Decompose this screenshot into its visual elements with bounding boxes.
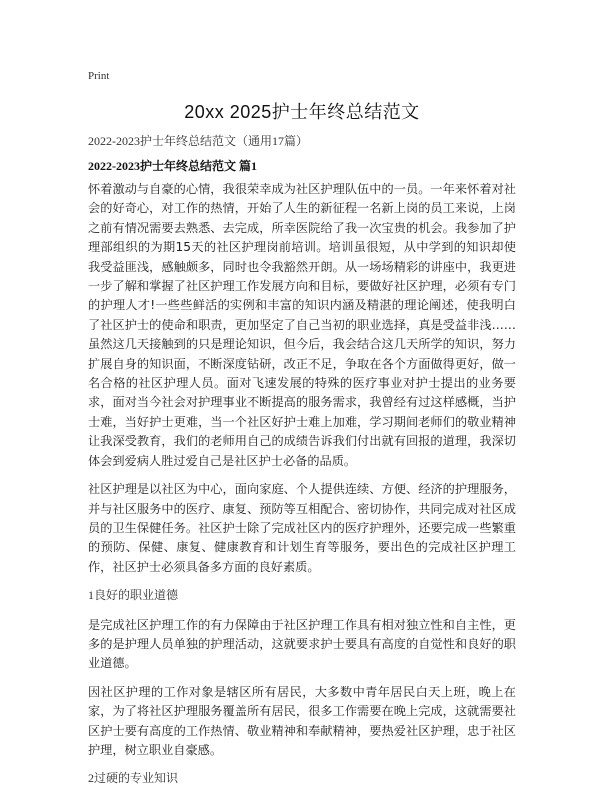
paragraph-intro: 怀着激动与自豪的心情，我很荣幸成为社区护理队伍中的一员。一年来怀着对社会的好奇心，对工作的热情，开始了人生的新征程一名新上岗的员工来说，上岗之前有情况需要去熟悉、去完成，所幸医院给了我一次宝贵的机会。我参加了护理部组织的为期15天的社区护理岗前培训。培训虽很短，从中学到的知识却使我受益匪浅，感触颇多，同时也令我豁然开朗。从一场场精彩的讲座中，我更进一步了解和掌握了社区护理工作发展方向和目标，要做好社区护理，必须有专门的护理人才!一些些鲜活的实例和丰富的知识内涵及精湛的理论阐述，使我明白了社区护士的使命和职责，更加坚定了自己当初的职业选择，真是受益非浅……虽然这几天接触到的只是理论知识，但今后，我会结合这几天所学的知识，努力扩展自身的知识面，不断深度钻研，改正不足，争取在各个方面做得更好，做一名合格的社区护理人员。面对飞速发展的特殊的医疗事业对护士提出的业务要求，面对当今社会对护理事业不断提高的服务需求，我曾经有过这样感概，当护士难，当好护士更难，当一个社区好护士难上加难，学习期间老师们的敬业精神让我深受教育，我们的老师用自己的成绩告诉我们付出就有回报的道理，我深切体会到爱病人胜过爱自己是社区护士必备的品质。 (88, 182, 516, 468)
paragraph-ethics: 是完成社区护理工作的有力保障由于社区护理工作具有相对独立性和自主性，更多的是护理人员单独的护理活动，这就要求护士要具有高度的自觉性和良好的职业道德。 (88, 617, 516, 671)
document-title: 20xx 2025护士年终总结范文 (184, 102, 420, 122)
section-heading: 2022-2023护士年终总结范文 篇1 (88, 159, 257, 173)
subheading-ethics: 1良好的职业道德 (88, 588, 179, 603)
document-subtitle: 2022-2023护士年终总结范文（通用17篇） (88, 134, 308, 148)
subheading-knowledge: 2过硬的专业知识 (88, 771, 179, 786)
paragraph-community-nursing: 社区护理是以社区为中心，面向家庭、个人提供连续、方便、经济的护理服务，并与社区服务中的医疗、康复、预防等互相配合、密切协作，共同完成对社区成员的卫生保健任务。社区护士除了完成社区内的医疗护理外，还要完成一些繁重的预防、保健、康复、健康教育和计划生育等服务，要出色的完成社区护理工作，社区护士必须具备多方面的良好素质。 (88, 482, 516, 574)
print-label[interactable]: Print (88, 70, 110, 82)
paragraph-work-targets: 因社区护理的工作对象是辖区所有居民，大多数中青年居民白天上班，晚上在家，为了将社区护理服务覆盖所有居民，很多工作需要在晚上完成，这就需要社区护士要有高度的工作热情、敬业精神和奉献精神，要热爱社区护理，忠于社区护理，树立职业自豪感。 (88, 684, 516, 757)
document-body (88, 180, 516, 799)
